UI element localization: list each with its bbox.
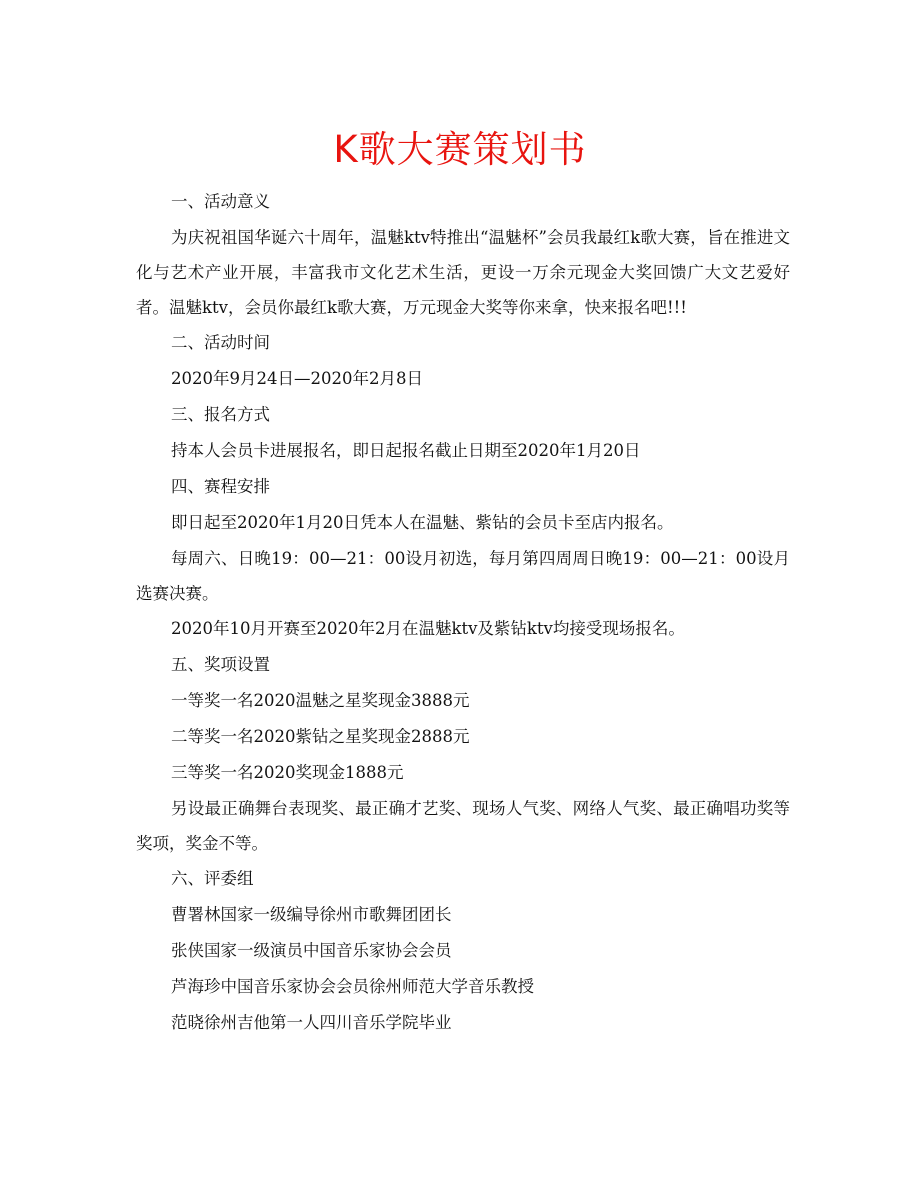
section-heading-significance: 一、活动意义: [171, 192, 270, 211]
section-heading-schedule: 四、赛程安排: [171, 477, 270, 496]
paragraph-award-first: 一等奖一名2020温魅之星奖现金3888元: [171, 691, 470, 710]
paragraph-schedule-1: 即日起至2020年1月20日凭本人在温魅、紫钻的会员卡至店内报名。: [171, 513, 674, 532]
document-title: K歌大赛策划书: [333, 128, 587, 171]
paragraph-judge-1: 曹署林国家一级编导徐州市歌舞团团长: [171, 905, 452, 924]
document-body: [136, 184, 790, 1041]
paragraph-award-other: 另设最正确舞台表现奖、最正确才艺奖、现场人气奖、网络人气奖、最正确唱功奖等奖项，奖金不等。: [136, 799, 790, 853]
paragraph-registration: 持本人会员卡进展报名，即日起报名截止日期至2020年1月20日: [171, 441, 641, 460]
paragraph-judge-2: 张侠国家一级演员中国音乐家协会会员: [171, 941, 452, 960]
paragraph-award-second: 二等奖一名2020紫钻之星奖现金2888元: [171, 727, 470, 746]
paragraph-schedule-2: 每周六、日晚19：00—21：00设月初选，每月第四周周日晚19：00—21：00设月选赛决赛。: [136, 549, 790, 603]
paragraph-significance: 为庆祝祖国华诞六十周年，温魅ktv特推出“温魅杯”会员我最红k歌大赛，旨在推进文化与艺术产业开展，丰富我市文化艺术生活，更设一万余元现金大奖回馈广大文艺爱好者。温魅ktv，会员你最红k歌大赛，万元现金大奖等你来拿，快来报名吧!!!: [136, 228, 790, 317]
section-heading-time: 二、活动时间: [171, 333, 270, 352]
paragraph-schedule-3: 2020年10月开赛至2020年2月在温魅ktv及紫钻ktv均接受现场报名。: [171, 619, 685, 638]
paragraph-judge-3: 芦海珍中国音乐家协会会员徐州师范大学音乐教授: [171, 977, 534, 996]
paragraph-judge-4: 范晓徐州吉他第一人四川音乐学院毕业: [171, 1013, 452, 1032]
paragraph-award-third: 三等奖一名2020奖现金1888元: [171, 763, 404, 782]
section-heading-awards: 五、奖项设置: [171, 655, 270, 674]
section-heading-judges: 六、评委组: [171, 869, 254, 888]
section-heading-registration: 三、报名方式: [171, 405, 270, 424]
paragraph-time: 2020年9月24日—2020年2月8日: [171, 369, 423, 388]
